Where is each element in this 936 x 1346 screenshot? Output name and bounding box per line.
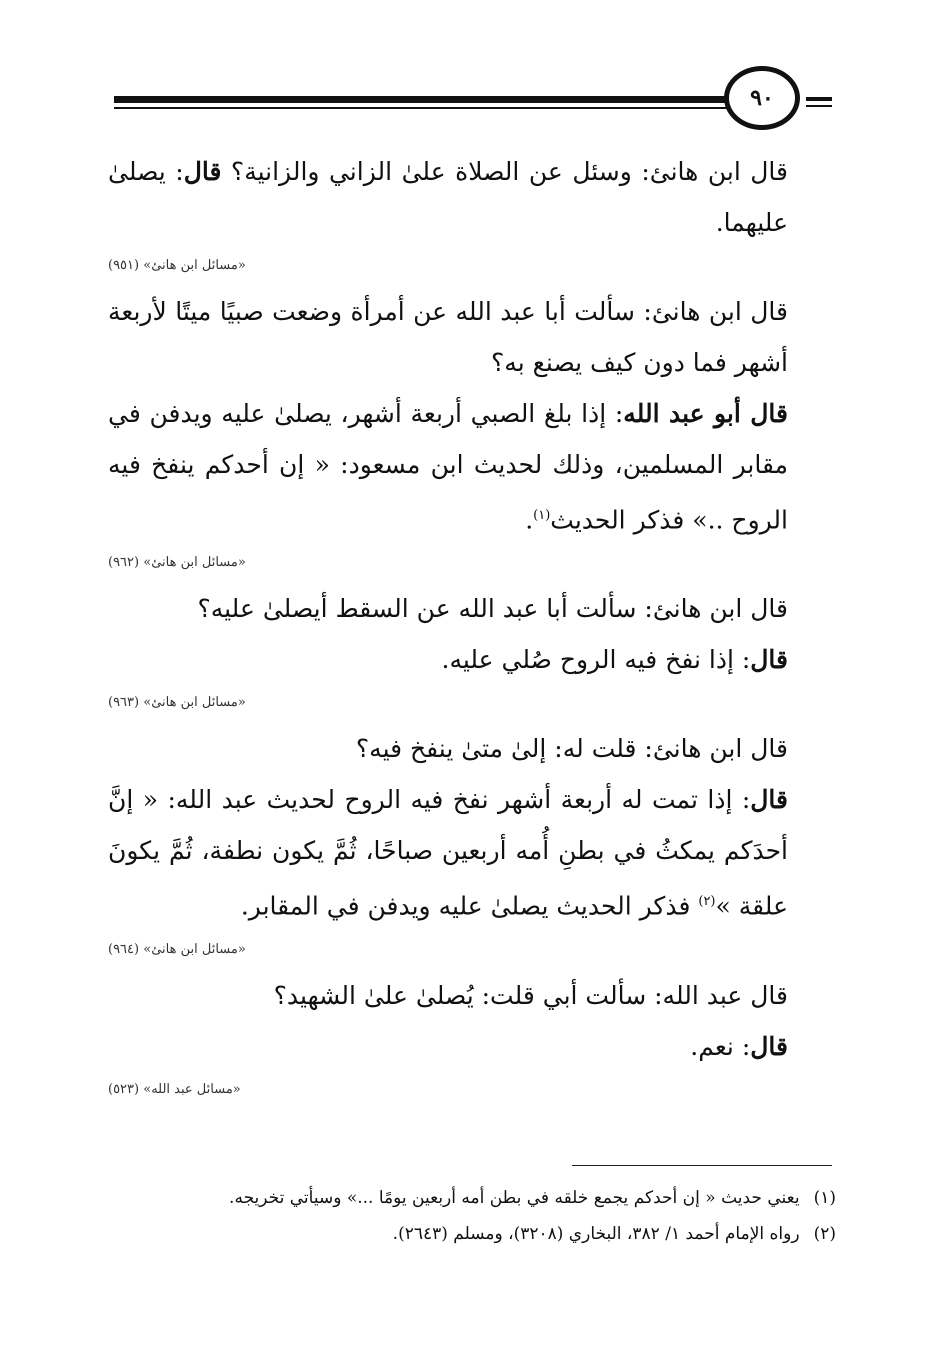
footnote-divider (572, 1165, 832, 1166)
paragraph-text: قال ابن هانئ: سألت أبا عبد الله عن أمرأة وضعت صبيًا ميتًا لأربعة أشهر فما دون كيف يصنع به؟ (108, 297, 788, 377)
paragraph-text: : نعم. (690, 1031, 751, 1061)
paragraph-text: . (525, 505, 534, 535)
paragraph (108, 583, 832, 634)
header-rule-right-thin (806, 105, 832, 107)
citation: «مسائل عبد الله» (٥٢٣) (108, 1081, 241, 1097)
page-number: ٩٠ (724, 66, 800, 130)
footnote-text: يعني حديث « إن أحدكم يجمع خلقه في بطن أمه أربعين يومًا ...» وسيأتي تخريجه. (229, 1188, 800, 1208)
header-rule-right (806, 97, 832, 101)
paragraph (108, 634, 832, 685)
footnote-number: (١) (813, 1188, 836, 1208)
footnote (108, 1180, 836, 1216)
paragraph-text: قال ابن هانئ: وسئل عن الصلاة علىٰ الزاني والزانية؟ (221, 157, 789, 186)
speaker-label: قال (750, 645, 788, 675)
footnote (108, 1216, 836, 1252)
paragraph-text: : إذا تمت له أربعة أشهر نفخ فيه الروح لحديث عبد الله: « إنَّ أحدَكم يمكثُ في بطنِ أُمه أربعين صباحًا، ثُمَّ يكون نطفة، ثُمَّ يكونَ علقة » (108, 785, 788, 921)
paragraph (108, 1021, 832, 1072)
speaker-label: قال (750, 1031, 788, 1061)
paragraph-text: قال ابن هانئ: سألت أبا عبد الله عن السقط أيصلىٰ عليه؟ (197, 594, 788, 624)
paragraph (108, 723, 832, 774)
footnote-ref[interactable]: (٢) (698, 894, 716, 910)
speaker-label: قال (183, 157, 222, 186)
paragraph (108, 388, 832, 545)
footnote-number: (٢) (813, 1224, 836, 1244)
speaker-label: قال (750, 785, 788, 815)
footnote-text: رواه الإمام أحمد ١/ ٣٨٢، البخاري (٣٢٠٨)، ومسلم (٢٦٤٣). (392, 1224, 800, 1244)
paragraph-text: : إذا بلغ الصبي أربعة أشهر، يصلىٰ عليه ويدفن في مقابر المسلمين، وذلك لحديث ابن مسعود: « إن أحدكم ينفخ فيه الروح ..» فذكر الحديث (108, 399, 788, 535)
footnote-ref[interactable]: (١) (533, 508, 551, 523)
speaker-label: قال أبو عبد الله (623, 399, 788, 428)
paragraph-text: قال ابن هانئ: قلت له: إلىٰ متىٰ ينفخ فيه؟ (355, 734, 788, 764)
footnotes (108, 1180, 836, 1252)
paragraph (108, 970, 832, 1021)
header-rule-thick (114, 96, 728, 103)
paragraph-text: : إذا نفخ فيه الروح صُلي عليه. (441, 645, 751, 675)
paragraph-text: فذكر الحديث يصلىٰ عليه ويدفن في المقابر. (240, 891, 699, 921)
paragraph-text: : يصلىٰ عليهما. (108, 157, 788, 237)
citation: «مسائل ابن هانئ» (٩٦٢) (108, 555, 246, 571)
paragraph (108, 286, 832, 388)
paragraph-text: قال عبد الله: سألت أبي قلت: يُصلىٰ علىٰ الشهيد؟ (273, 980, 788, 1010)
header-rule-thin (114, 107, 728, 109)
citation: «مسائل ابن هانئ» (٩٥١) (108, 258, 246, 273)
citation: «مسائل ابن هانئ» (٩٦٣) (108, 695, 246, 711)
paragraph (108, 774, 832, 931)
paragraph (108, 146, 832, 248)
citation: «مسائل ابن هانئ» (٩٦٤) (108, 941, 246, 957)
page-body (108, 146, 832, 1110)
